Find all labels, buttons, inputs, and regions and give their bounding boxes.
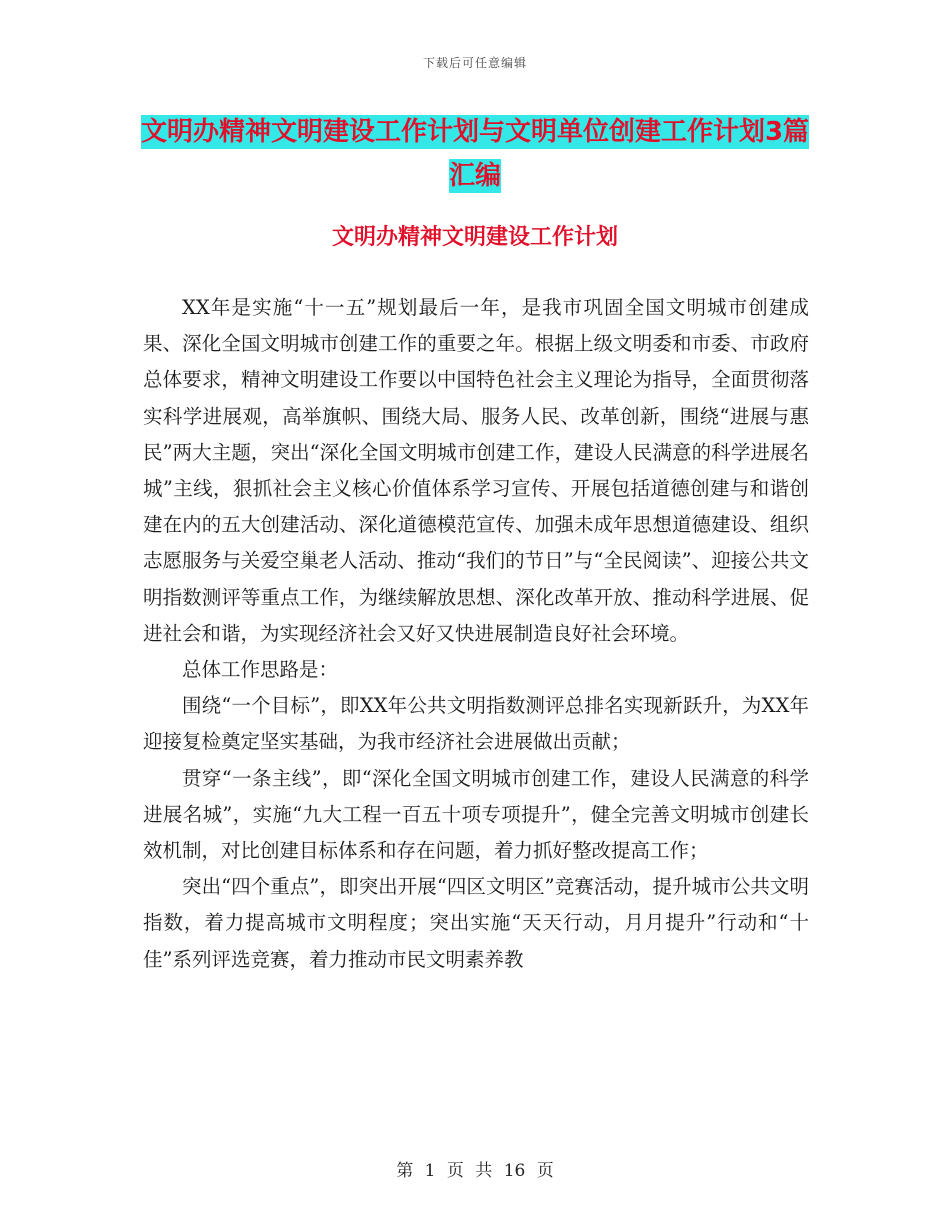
paragraph: 总体工作思路是： bbox=[182, 658, 339, 682]
section-title: 文明办精神文明建设工作计划 bbox=[331, 225, 618, 250]
paragraph: 贯穿“一条主线”，即“深化全国文明城市创建工作，建设人民满意的科学进展名城”，实施“九大工程一百五十项专项提升”，健全完善文明城市创建长效机制，对比创建目标体系和存在问题，着力抓好整改提高工作； bbox=[143, 766, 809, 863]
header-note: 下载后可任意编辑 bbox=[422, 56, 527, 70]
document-title bbox=[140, 110, 810, 198]
document-title-text: 文明办精神文明建设工作计划与文明单位创建工作计划3篇汇编 bbox=[140, 117, 810, 191]
page-footer: 第 1 页 共 16 页 bbox=[396, 1161, 554, 1181]
paragraph: XX年是实施“十一五”规划最后一年，是我市巩固全国文明城市创建成果、深化全国文明城市创建工作的重要之年。根据上级文明委和市委、市政府总体要求，精神文明建设工作要以中国特色社会主义理论为指导，全面贯彻落实科学进展观，高举旗帜、围绕大局、服务人民、改革创新，围绕“进展与惠民”两大主题，突出“深化全国文明城市创建工作，建设人民满意的科学进展名城”主线，狠抓社会主义核心价值体系学习宣传、开展包括道德创建与和谐创建在内的五大创建活动、深化道德模范宣传、加强未成年思想道德建设、组织志愿服务与关爱空巢老人活动、推动“我们的节日”与“全民阅读”、迎接公共文明指数测评等重点工作，为继续解放思想、深化改革开放、推动科学进展、促进社会和谐，为实现经济社会又好又快进展制造良好社会环境。 bbox=[143, 296, 809, 645]
document-body bbox=[143, 290, 809, 978]
paragraph: 围绕“一个目标”，即XX年公共文明指数测评总排名实现新跃升，为XX年迎接复检奠定坚实基础，为我市经济社会进展做出贡献； bbox=[143, 694, 809, 754]
paragraph: 突出“四个重点”，即突出开展“四区文明区”竞赛活动，提升城市公共文明指数，着力提高城市文明程度；突出实施“天天行动，月月提升”行动和“十佳”系列评选竞赛，着力推动市民文明素养教 bbox=[143, 875, 809, 971]
